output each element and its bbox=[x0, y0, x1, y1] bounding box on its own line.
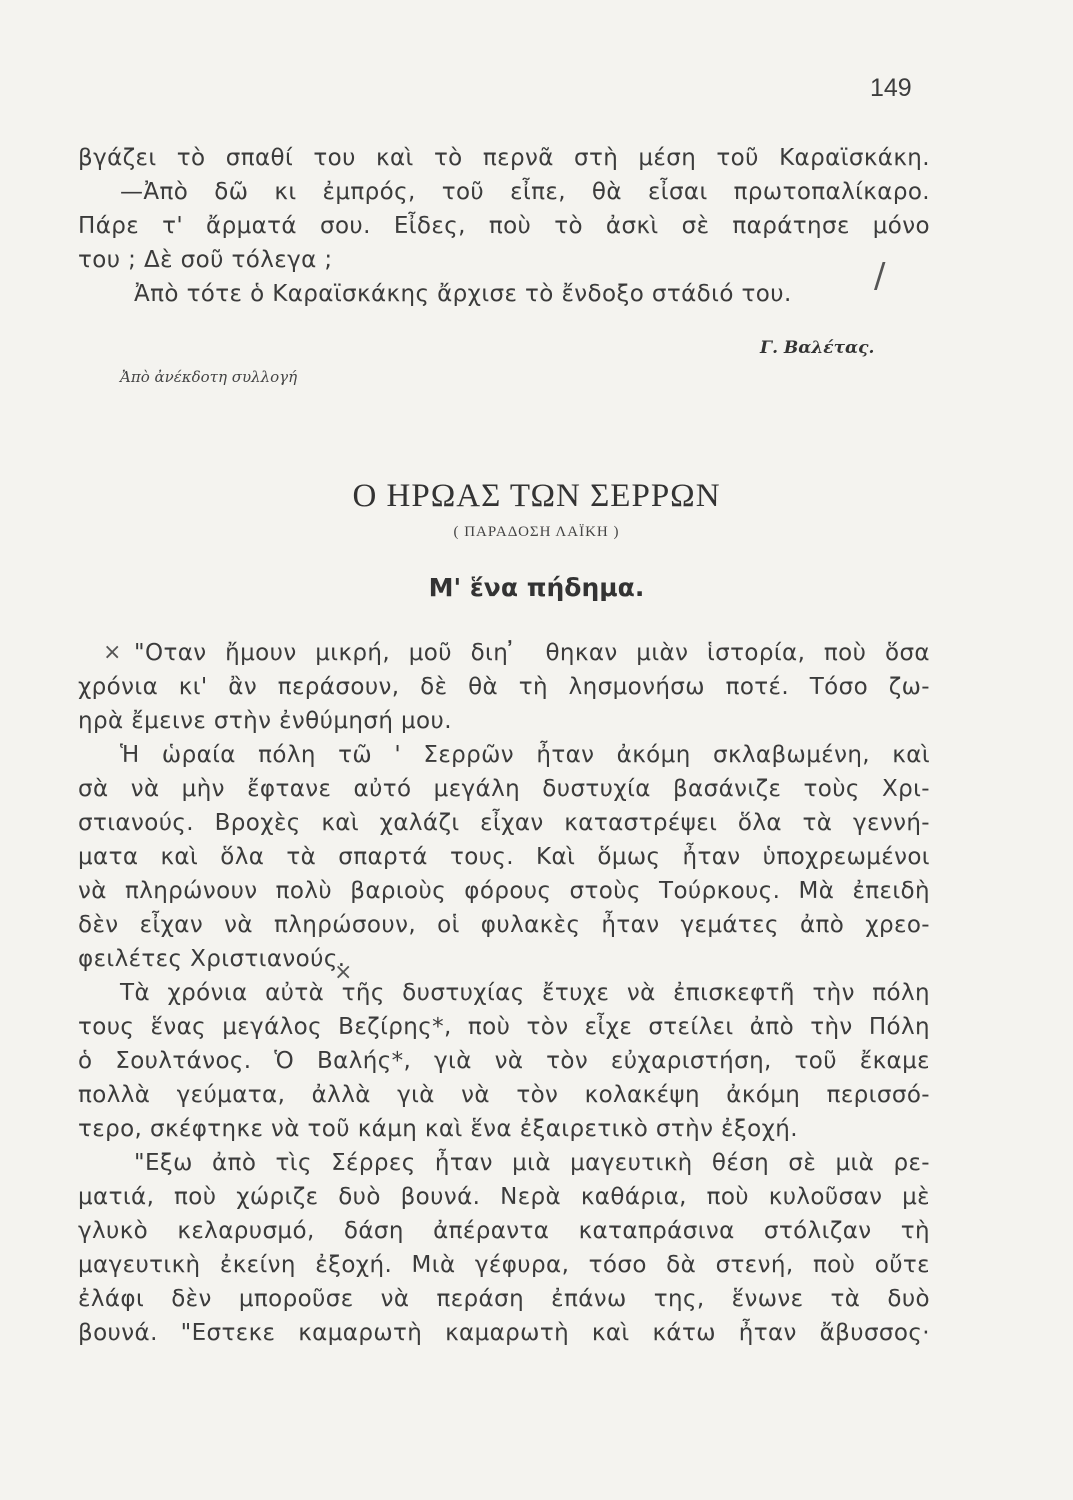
story-subtitle: ( ΠΑΡΑΔΟΣΗ ΛΑΪΚΗ ) bbox=[453, 524, 620, 540]
text-line: ὁ Σουλτάνος. Ὁ Βαλής*, γιὰ νὰ τὸν εὐχαριστήση, τοῦ ἔκαμε bbox=[78, 1048, 930, 1074]
text-line: Πάρε τ' ἄρματά σου. Εἶδες, ποὺ τὸ ἀσκὶ σὲ παράτησε μόνο bbox=[78, 213, 930, 239]
text-line: "Οταν ἤμουν μικρή, μοῦ διη ̓ θηκαν μιὰν ἱστορία, ποὺ ὅσα bbox=[134, 640, 930, 666]
text-line: φειλέτες Χριστιανούς. bbox=[78, 946, 346, 972]
text-line: ηρὰ ἔμεινε στὴν ἐνθύμησή μου. bbox=[78, 708, 452, 734]
text-line: πολλὰ γεύματα, ἀλλὰ γιὰ νὰ τὸν κολακέψη ἀκόμη περισσό- bbox=[78, 1082, 930, 1108]
text-line: δὲν εἶχαν νὰ πληρώσουν, οἱ φυλακὲς ἦταν γεμάτες ἀπὸ χρεο- bbox=[78, 912, 930, 938]
text-line: ματιά, ποὺ χώριζε δυὸ βουνά. Νερὰ καθάρια, ποὺ κυλοῦσαν μὲ bbox=[78, 1184, 930, 1210]
text-line: σὰ νὰ μὴν ἔφτανε αὐτό μεγάλη δυστυχία βασάνιζε τοὺς Χρι- bbox=[78, 776, 930, 802]
text-line: Τὰ χρόνια αὐτὰ τῆς δυστυχίας ἔτυχε νὰ ἐπισκεφτῆ τὴν πόλη bbox=[120, 980, 930, 1006]
text-line: βγάζει τὸ σπαθί του καὶ τὸ περνᾶ στὴ μέση τοῦ Καραϊσκάκη. bbox=[78, 145, 930, 171]
text-line: χρόνια κι' ἂν περάσουν, δὲ θὰ τὴ λησμονήσω ποτέ. Τόσο ζω- bbox=[78, 674, 930, 700]
text-line: "Εξω ἀπὸ τὶς Σέρρες ἦταν μιὰ μαγευτικὴ θέση σὲ μιὰ ρε- bbox=[134, 1150, 930, 1176]
text-line: τερο, σκέφτηκε νὰ τοῦ κάμη καὶ ἕνα ἐξαιρετικὸ στὴν ἐξοχή. bbox=[78, 1116, 798, 1142]
pencil-mark: × bbox=[103, 640, 122, 665]
top-paragraph bbox=[78, 141, 930, 311]
text-line: —Ἀπὸ δῶ κι ἐμπρός, τοῦ εἶπε, θὰ εἶσαι πρωτοπαλίκαρο. bbox=[120, 179, 930, 205]
text-line: βουνά. "Εστεκε καμαρωτὴ καμαρωτὴ καὶ κάτω ἦταν ἄβυσσος· bbox=[78, 1320, 930, 1346]
text-line: ἐλάφι δὲν μποροῦσε νὰ περάση ἐπάνω της, ἕνωνε τὰ δυὸ bbox=[78, 1286, 930, 1312]
text-line: Ἀπὸ τότε ὁ Καραϊσκάκης ἄρχισε τὸ ἔνδοξο στάδιό του. bbox=[134, 281, 792, 307]
text-line: Ἡ ὡραία πόλη τῶ ' Σερρῶν ἦταν ἀκόμη σκλαβωμένη, καὶ bbox=[120, 742, 930, 768]
text-line: του ; Δὲ σοῦ τόλεγα ; bbox=[78, 247, 333, 273]
text-line: γλυκὸ κελαρυσμό, δάση ἀπέραντα καταπράσινα στόλιζαν τὴ bbox=[78, 1218, 930, 1244]
text-line: νὰ πληρώνουν πολὺ βαριοὺς φόρους στοὺς Τούρκους. Μὰ ἐπειδὴ bbox=[78, 878, 930, 904]
text-line: στιανούς. Βροχὲς καὶ χαλάζι εἶχαν καταστρέψει ὅλα τὰ γεννή- bbox=[78, 810, 930, 836]
source-note: Ἀπὸ ἀνέκδοτη συλλογή bbox=[120, 368, 298, 386]
story-title: Ο ΗΡΩΑΣ ΤΩΝ ΣΕΡΡΩΝ bbox=[352, 478, 721, 514]
pencil-mark: / bbox=[874, 256, 886, 296]
text-line: ματα καὶ ὅλα τὰ σπαρτά τους. Καὶ ὅμως ἦταν ὑποχρεωμένοι bbox=[78, 844, 930, 870]
story-heading: Μ' ἕνα πήδημα. bbox=[428, 573, 645, 602]
page-number: 149 bbox=[870, 74, 912, 102]
story-body bbox=[78, 636, 930, 1350]
pencil-mark: × bbox=[334, 960, 353, 985]
text-line: μαγευτικὴ ἐκείνη ἐξοχή. Μιὰ γέφυρα, τόσο δὰ στενή, ποὺ οὔτε bbox=[78, 1252, 930, 1278]
author-signature: Γ. Βαλέτας. bbox=[760, 338, 875, 358]
text-line: τους ἕνας μεγάλος Βεζίρης*, ποὺ τὸν εἶχε στείλει ἀπὸ τὴν Πόλη bbox=[78, 1014, 930, 1040]
